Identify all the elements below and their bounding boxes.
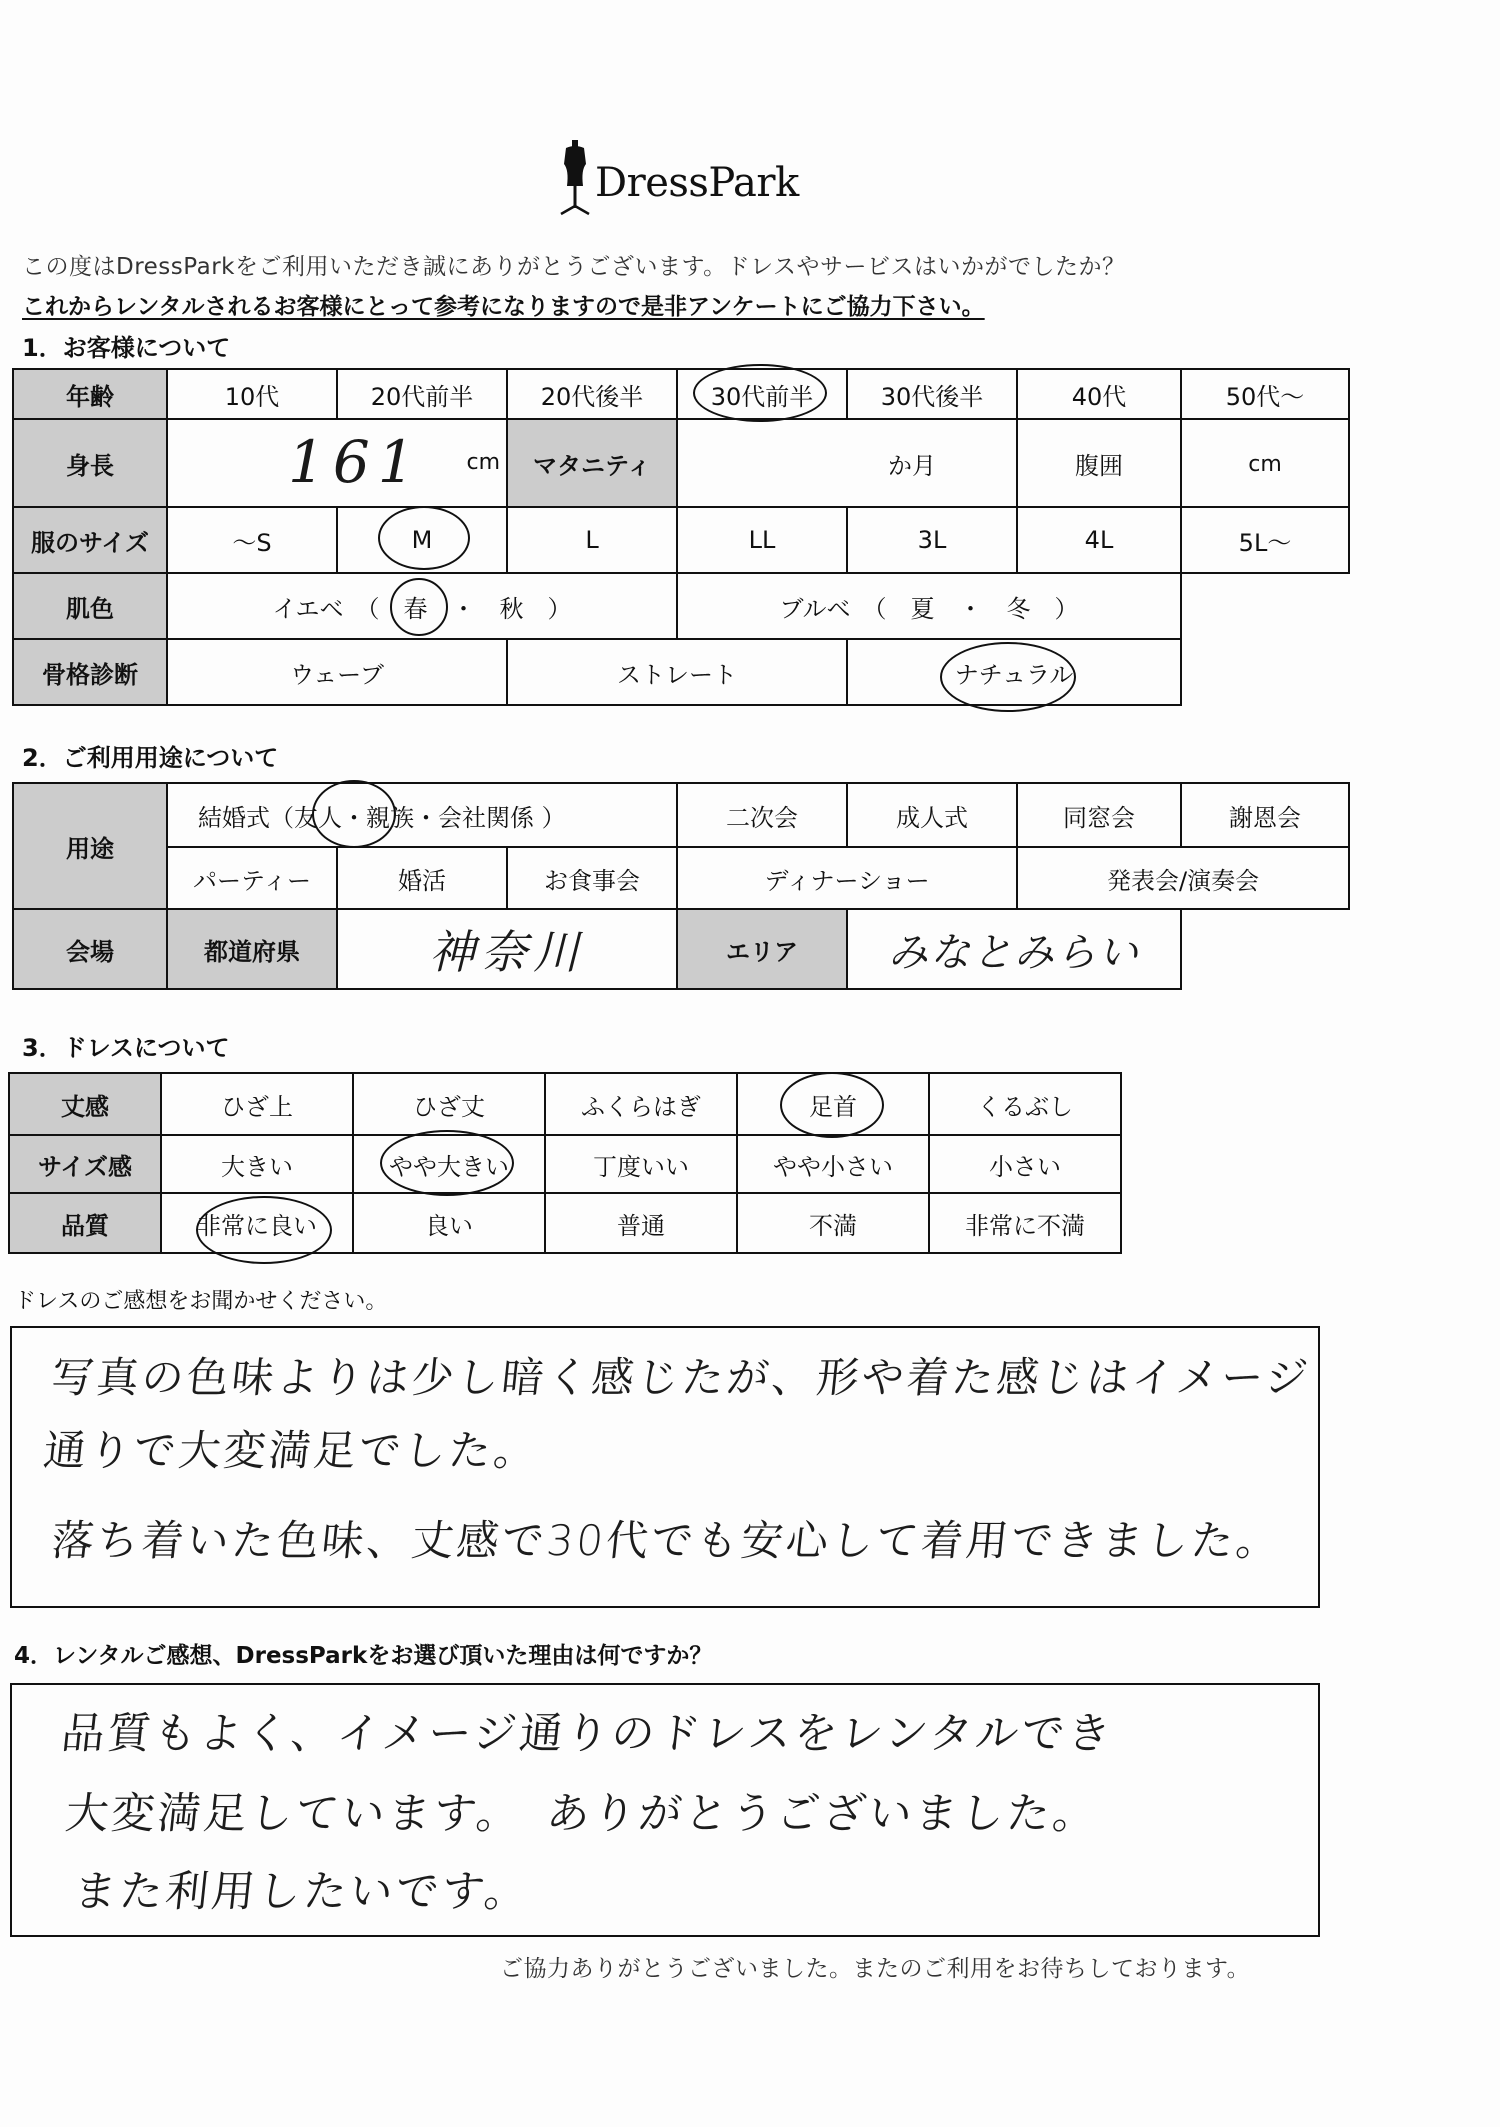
fit-option[interactable]: やや小さい	[737, 1135, 929, 1193]
usage-table	[12, 782, 1350, 990]
prefecture-field[interactable]	[337, 909, 677, 989]
maternity-unit: か月	[888, 451, 936, 480]
selection-circle	[380, 1130, 514, 1196]
prefecture-label: 都道府県	[167, 909, 337, 989]
age-option[interactable]: 50代〜	[1181, 369, 1349, 419]
height-field[interactable]	[167, 419, 507, 507]
size-option[interactable]: 5L〜	[1181, 507, 1349, 573]
quality-option[interactable]: 普通	[545, 1193, 737, 1253]
intro-line: この度はDressParkをご利用いただき誠にありがとうございます。ドレスやサービスはいかがでしたか？	[22, 254, 1126, 280]
frame-option-selected[interactable]: ナチュラル	[847, 639, 1181, 705]
skin-blue-options[interactable]: ブルベ （ 夏 ・ 冬 ）	[677, 573, 1181, 639]
age-option[interactable]: 20代後半	[507, 369, 677, 419]
area-field[interactable]	[847, 909, 1181, 989]
rental-comment-line: 大変満足しています。 ありがとうございました。	[63, 1789, 1102, 1839]
skin-yellow-options[interactable]: イエベ （ 春 ・ 秋 ）	[167, 573, 677, 639]
wedding-prefix: 結婚式（	[198, 803, 294, 832]
skin-blue-base: ブルベ	[779, 594, 851, 623]
selection-circle	[312, 780, 396, 848]
area-label: エリア	[677, 909, 847, 989]
size-option[interactable]: 〜S	[167, 507, 337, 573]
waist-field[interactable]	[1181, 419, 1349, 507]
quality-option-selected[interactable]: 非常に良い	[161, 1193, 353, 1253]
length-option[interactable]: ふくらはぎ	[545, 1073, 737, 1135]
fit-option[interactable]: 丁度いい	[545, 1135, 737, 1193]
waist-unit: cm	[1248, 452, 1282, 477]
age-option[interactable]: 40代	[1017, 369, 1181, 419]
length-option[interactable]: ひざ上	[161, 1073, 353, 1135]
purpose-option[interactable]: 二次会	[677, 783, 847, 847]
length-option-selected[interactable]: 足首	[737, 1073, 929, 1135]
maternity-field[interactable]	[677, 419, 1017, 507]
dress-comment-line: 落ち着いた色味、丈感で30代でも安心して着用できました。	[49, 1516, 1284, 1565]
skin-yellow-spring[interactable]: 春	[403, 594, 428, 623]
section4-title: 4．レンタルご感想、DressParkをお選び頂いた理由は何ですか？	[14, 1643, 713, 1669]
skin-yellow-base: イエベ	[272, 594, 344, 623]
purpose-option[interactable]: 発表会/演奏会	[1017, 847, 1349, 909]
section2-title: 2．ご利用用途について	[22, 744, 279, 772]
purpose-label: 用途	[13, 783, 167, 909]
length-option[interactable]: くるぶし	[929, 1073, 1121, 1135]
quality-option[interactable]: 良い	[353, 1193, 545, 1253]
wedding-option[interactable]	[167, 783, 677, 847]
purpose-option[interactable]: 成人式	[847, 783, 1017, 847]
fit-option[interactable]: 大きい	[161, 1135, 353, 1193]
waist-label: 腹囲	[1017, 419, 1181, 507]
frame-option[interactable]: ウェーブ	[167, 639, 507, 705]
skin-yellow-autumn[interactable]: 秋	[499, 594, 524, 623]
age-option[interactable]: 20代前半	[337, 369, 507, 419]
rental-comment-line: 品質もよく、イメージ通りのドレスをレンタルでき	[59, 1709, 1117, 1759]
wedding-rest: ・親族・会社関係 ）	[342, 803, 566, 832]
quality-label: 品質	[9, 1193, 161, 1253]
selection-circle	[196, 1196, 332, 1264]
purpose-option[interactable]: 謝恩会	[1181, 783, 1349, 847]
dress-table	[8, 1072, 1122, 1254]
section1-title: 1．お客様について	[22, 334, 231, 362]
footer-thanks: ご協力ありがとうございました。またのご利用をお待ちしております。	[500, 1956, 1251, 1982]
dress-comment-line: 写真の色味よりは少し暗く感じたが、形や着た感じはイメージ	[49, 1353, 1314, 1402]
brand-name: DressPark	[595, 160, 799, 206]
rental-comment-line: また利用したいです。	[71, 1867, 533, 1917]
selection-circle	[780, 1072, 884, 1138]
age-option[interactable]: 10代	[167, 369, 337, 419]
height-value: 161	[288, 428, 423, 496]
purpose-option[interactable]: パーティー	[167, 847, 337, 909]
prefecture-value: 神奈川	[429, 925, 586, 979]
age-option[interactable]: 30代後半	[847, 369, 1017, 419]
customer-info-table	[12, 368, 1350, 706]
selection-circle	[378, 506, 470, 570]
venue-label: 会場	[13, 909, 167, 989]
dress-comment-line: 通りで大変満足でした。	[41, 1426, 542, 1475]
frame-option[interactable]: ストレート	[507, 639, 847, 705]
selection-circle	[390, 578, 448, 636]
maternity-label: マタニティ	[507, 419, 677, 507]
size-label: 服のサイズ	[13, 507, 167, 573]
fit-label: サイズ感	[9, 1135, 161, 1193]
size-option-selected[interactable]: M	[337, 507, 507, 573]
area-value: みなとみらい	[888, 929, 1141, 976]
quality-option[interactable]: 非常に不満	[929, 1193, 1121, 1253]
dress-comment-prompt: ドレスのご感想をお聞かせください。	[14, 1289, 388, 1314]
skin-blue-summer[interactable]: 夏	[910, 594, 935, 623]
skin-blue-winter[interactable]: 冬	[1006, 594, 1031, 623]
age-option-selected[interactable]: 30代前半	[677, 369, 847, 419]
purpose-option[interactable]: 同窓会	[1017, 783, 1181, 847]
section3-title: 3．ドレスについて	[22, 1034, 230, 1062]
length-label: 丈感	[9, 1073, 161, 1135]
wedding-friend-option[interactable]: 友人	[294, 803, 342, 832]
height-unit: cm	[466, 450, 500, 475]
length-option[interactable]: ひざ丈	[353, 1073, 545, 1135]
size-option[interactable]: L	[507, 507, 677, 573]
purpose-option[interactable]: 婚活	[337, 847, 507, 909]
skin-label: 肌色	[13, 573, 167, 639]
quality-option[interactable]: 不満	[737, 1193, 929, 1253]
height-label: 身長	[13, 419, 167, 507]
size-option[interactable]: 4L	[1017, 507, 1181, 573]
size-option[interactable]: 3L	[847, 507, 1017, 573]
purpose-option[interactable]: ディナーショー	[677, 847, 1017, 909]
selection-circle	[693, 364, 827, 422]
frame-label: 骨格診断	[13, 639, 167, 705]
fit-option-selected[interactable]: やや大きい	[353, 1135, 545, 1193]
fit-option[interactable]: 小さい	[929, 1135, 1121, 1193]
intro-request: これからレンタルされるお客様にとって参考になりますので是非アンケートにご協力下さい。	[22, 294, 985, 320]
purpose-option[interactable]: お食事会	[507, 847, 677, 909]
size-option[interactable]: LL	[677, 507, 847, 573]
selection-circle	[940, 642, 1076, 712]
age-label: 年齢	[13, 369, 167, 419]
